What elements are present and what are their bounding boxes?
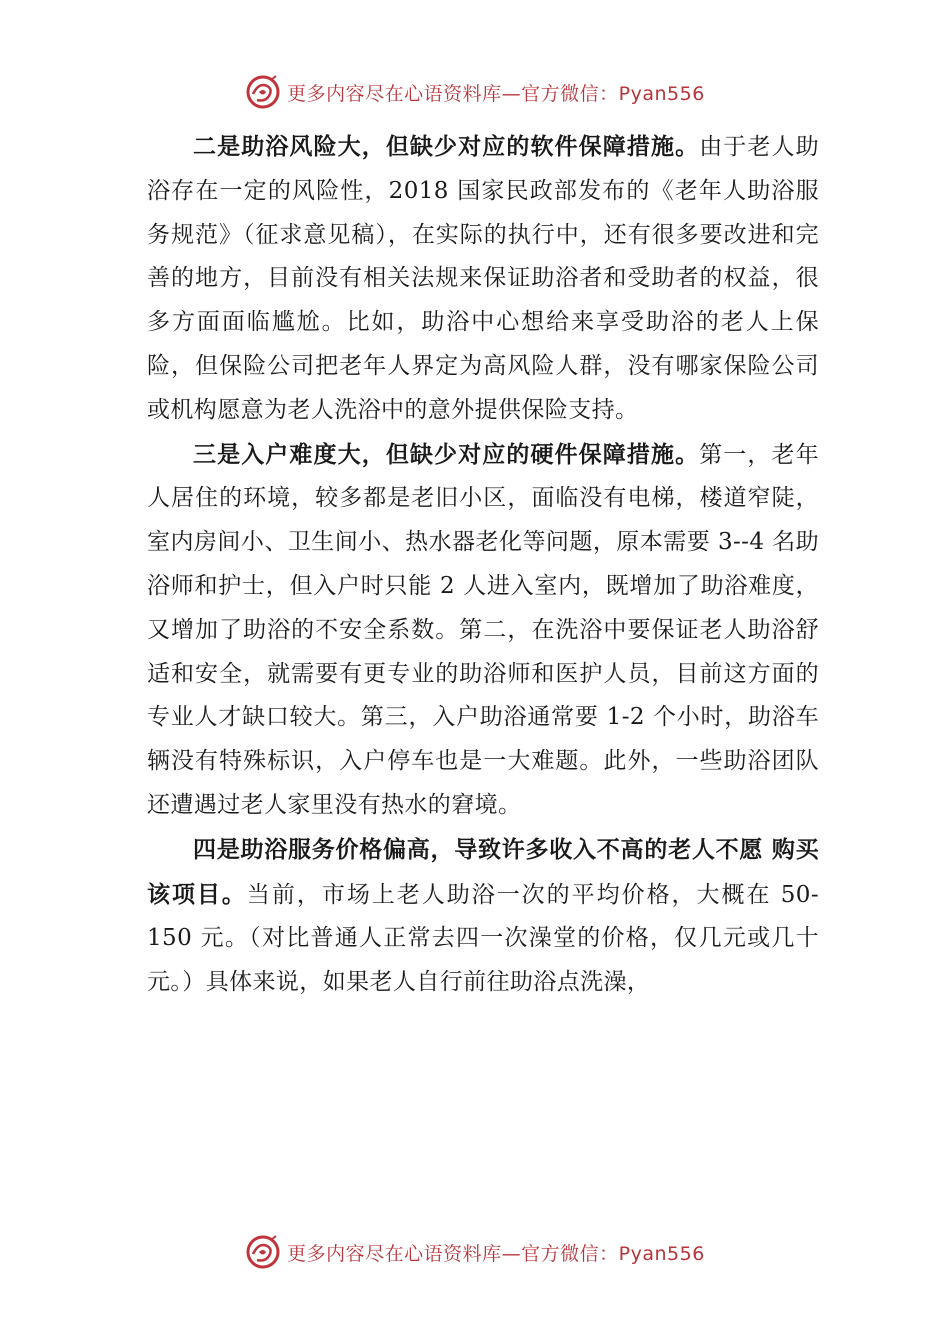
page-header bbox=[0, 72, 950, 112]
paragraph-heading: 四是助浴服务价格偏高，导致许多收入不高的老人不愿 购买该项目。 bbox=[147, 835, 819, 908]
paragraph-price bbox=[147, 828, 819, 1005]
page-footer bbox=[0, 1232, 950, 1272]
paragraph-heading: 三是入户难度大，但缺少对应的硬件保障措施。 bbox=[193, 440, 700, 468]
header-text: 更多内容尽在心语资料库—官方微信：Pyan556 bbox=[287, 82, 705, 105]
footer-text: 更多内容尽在心语资料库—官方微信：Pyan556 bbox=[287, 1242, 705, 1265]
paragraph-text: 由于老人助浴存在一定的风险性，2018 国家民政部发布的《老年人助浴服务规范》（征求意见稿），在实际的执行中，还有很多要改进和完善的地方，目前没有相关法规来保证助浴者和受助者的权益，很多方面面临尴尬。比如，助浴中心想给来享受助浴的老人上保险，但保险公司把老年人界定为高风险人群，没有哪家保险公司或机构愿意为老人洗浴中的意外提供保险支持。 bbox=[147, 134, 820, 423]
heart-logo-icon bbox=[245, 74, 281, 110]
document-body bbox=[147, 125, 819, 1005]
heart-logo-icon bbox=[245, 1234, 281, 1270]
paragraph-text: 第一，老年人居住的环境，较多都是老旧小区，面临没有电梯，楼道窄陡，室内房间小、卫生间小、热水器老化等问题，原本需要 3--4 名助浴师和护士，但入户时只能 2 人进入室内，既增加了助浴难度，又增加了助浴的不安全系数。第二，在洗浴中要保证老人助浴舒适和安全，就需要有更专业的助浴师和医护人员，目前这方面的专业人才缺口较大。第三，入户助浴通常要 1-2 个小时，助浴车辆没有特殊标识，入户停车也是一大难题。此外，一些助浴团队还遭遇过老人家里没有热水的窘境。 bbox=[147, 441, 820, 818]
paragraph-text: 当前，市场上老人助浴一次的平均价格，大概在 50-150 元。（对比普通人正常去四一次澡堂的价格，仅几元或几十元。）具体来说，如果老人自行前往助浴点洗澡， bbox=[147, 881, 819, 996]
paragraph-heading: 二是助浴风险大，但缺少对应的软件保障措施。 bbox=[193, 133, 700, 160]
paragraph-risk bbox=[147, 125, 819, 433]
paragraph-access bbox=[147, 433, 819, 828]
